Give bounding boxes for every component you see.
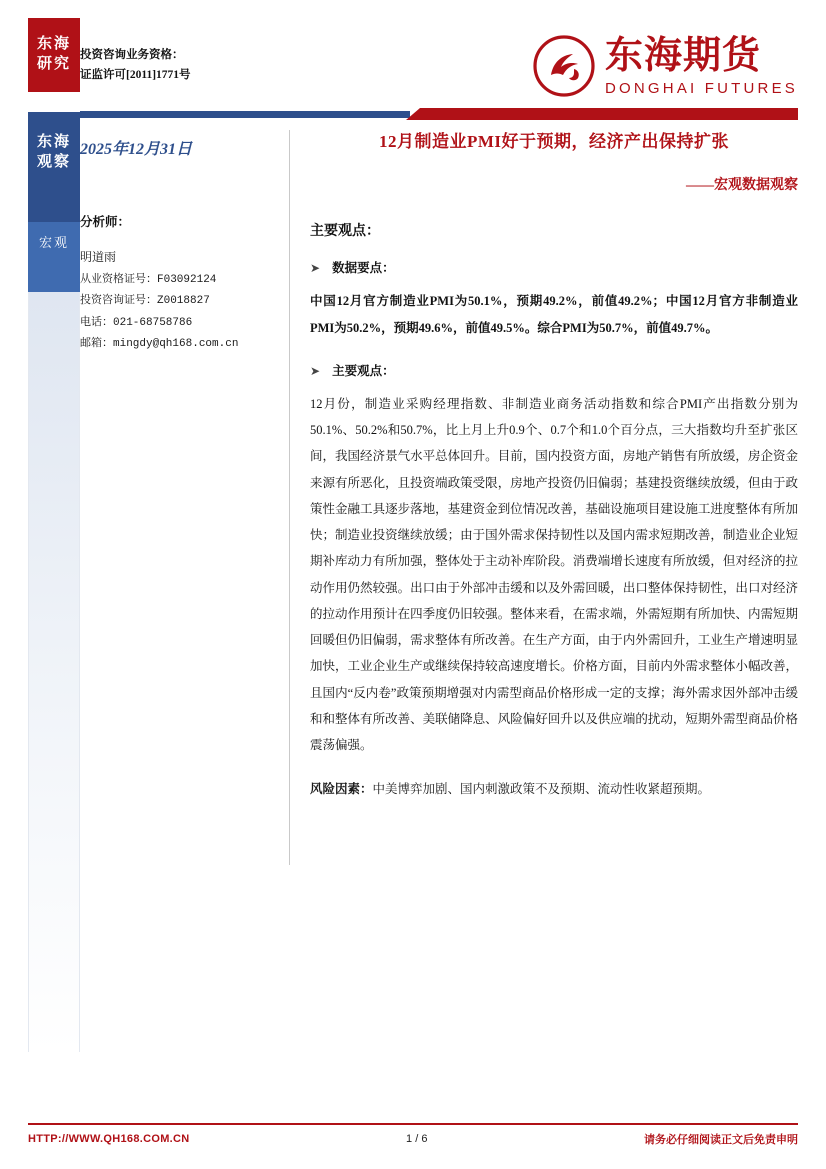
qualification-line-1: 投资咨询业务资格： xyxy=(80,49,184,61)
consult-label: 投资咨询证号： xyxy=(80,295,157,308)
consult-value: Z0018827 xyxy=(157,295,210,308)
license-value: F03092124 xyxy=(157,273,217,286)
page-footer xyxy=(28,1131,798,1147)
arrow-bullet-icon: ➤ xyxy=(310,363,321,378)
header-ribbon xyxy=(80,108,798,120)
ribbon-red-bar xyxy=(406,108,798,120)
analyst-consult xyxy=(80,291,280,312)
page-number: 1 / 6 xyxy=(406,1133,428,1145)
risk-text: 中美博弈加剧、国内刺激政策不及预期、流动性收紧超预期。 xyxy=(372,782,711,797)
logo-name-cn: 东海期货 xyxy=(604,34,761,77)
email-value[interactable]: mingdy@qh168.com.cn xyxy=(113,338,239,351)
phone-value: 021-68758786 xyxy=(113,316,193,329)
left-rail xyxy=(28,18,80,1098)
rail-brand-block: 东海研究 xyxy=(28,18,80,92)
bullet-label: 数据要点： xyxy=(332,260,395,275)
analyst-phone xyxy=(80,313,280,334)
bullet-main-views xyxy=(310,361,798,379)
bullet-data-points xyxy=(310,258,798,276)
arrow-bullet-icon: ➤ xyxy=(310,260,321,275)
analyst-license xyxy=(80,270,280,291)
page-title: 12月制造业PMI好于预期，经济产出保持扩张 xyxy=(378,132,730,151)
bullet-label: 主要观点： xyxy=(332,363,395,378)
footer-url[interactable]: HTTP://WWW.QH168.COM.CN xyxy=(28,1133,190,1145)
page-subtitle: ——宏观数据观察 xyxy=(686,177,798,193)
rail-topic-block: 宏观 xyxy=(28,222,80,292)
analyst-info xyxy=(80,210,280,356)
dragon-logo-icon xyxy=(533,35,595,97)
footer-divider xyxy=(28,1123,798,1125)
main-body-paragraph: 12月份，制造业采购经理指数、非制造业商务活动指数和综合PMI产出指数分别为50.1%、50.2%和50.7%，比上月上升0.9个、0.7个和1.0个百分点，三大指数均升至扩张区间，我国经济景气水平总体回升。目前，国内投资方面，房地产销售有所放缓，房企资金来源有所恶化，且投资端政策受限，房地产投资仍旧偏弱；基建投资继续放缓，但由于政策性金融工具逐步落地，基建资金到位情况改善，基础设施项目建设施工进度整体有所加快；制造业投资继续放缓；由于国外需求保持韧性以及国内需求短期改善，制造业企业短期补库动力有所加强，整体处于主动补库阶段。消费端增长速度有所放缓，但对经济的拉动作用仍然较强。出口由于外部冲击缓和以及外需回暖，出口整体保持韧性，出口对经济的拉动作用预计在四季度仍旧较强。整体来看，在需求端，外需短期有所加快、内需短期回暖但仍旧偏弱，需求整体有所改善。在生产方面，由于内外需回升，工业生产增速明显加快，工业企业生产或继续保持较高速度增长。价格方面，目前内外需求整体小幅改善，且国内“反内卷”政策预期增强对内需型商品价格形成一定的支撑；海外需求因外部冲击缓和和整体有所改善、美联储降息、风险偏好回升以及供应端的扰动，短期外需型商品价格震荡偏强。 xyxy=(310,396,798,753)
qualification-line-2: 证监许可[2011]1771号 xyxy=(80,68,191,81)
footer-disclaimer: 请务必仔细阅读正文后免责申明 xyxy=(643,1134,798,1146)
logo-name-en: DONGHAI FUTURES xyxy=(604,79,798,97)
risk-label: 风险因素： xyxy=(310,782,373,797)
email-label: 邮箱： xyxy=(80,338,113,351)
logo-text xyxy=(604,34,798,97)
phone-label: 电话： xyxy=(80,316,113,329)
main-column xyxy=(310,130,798,803)
column-divider xyxy=(289,130,290,865)
analyst-label: 分析师： xyxy=(80,215,131,229)
report-date: 2025年12月31日 xyxy=(80,141,193,158)
license-label: 从业资格证号： xyxy=(80,273,157,286)
section-heading: 主要观点： xyxy=(310,223,380,239)
ribbon-blue-bar xyxy=(80,111,410,118)
analyst-email[interactable] xyxy=(80,334,280,355)
data-points-paragraph: 中国12月官方制造业PMI为50.1%，预期49.2%，前值49.2%；中国12月官方非制造业PMI为50.2%，预期49.6%，前值49.5%。综合PMI为50.7%，前值49.7%。 xyxy=(310,293,798,336)
company-logo xyxy=(468,28,798,104)
qualification-note xyxy=(80,46,310,85)
rail-series-block: 东海观察 xyxy=(28,112,80,222)
rail-gradient-tail xyxy=(28,292,80,1052)
analyst-name: 明道雨 xyxy=(80,250,117,265)
risk-factors xyxy=(310,776,798,802)
